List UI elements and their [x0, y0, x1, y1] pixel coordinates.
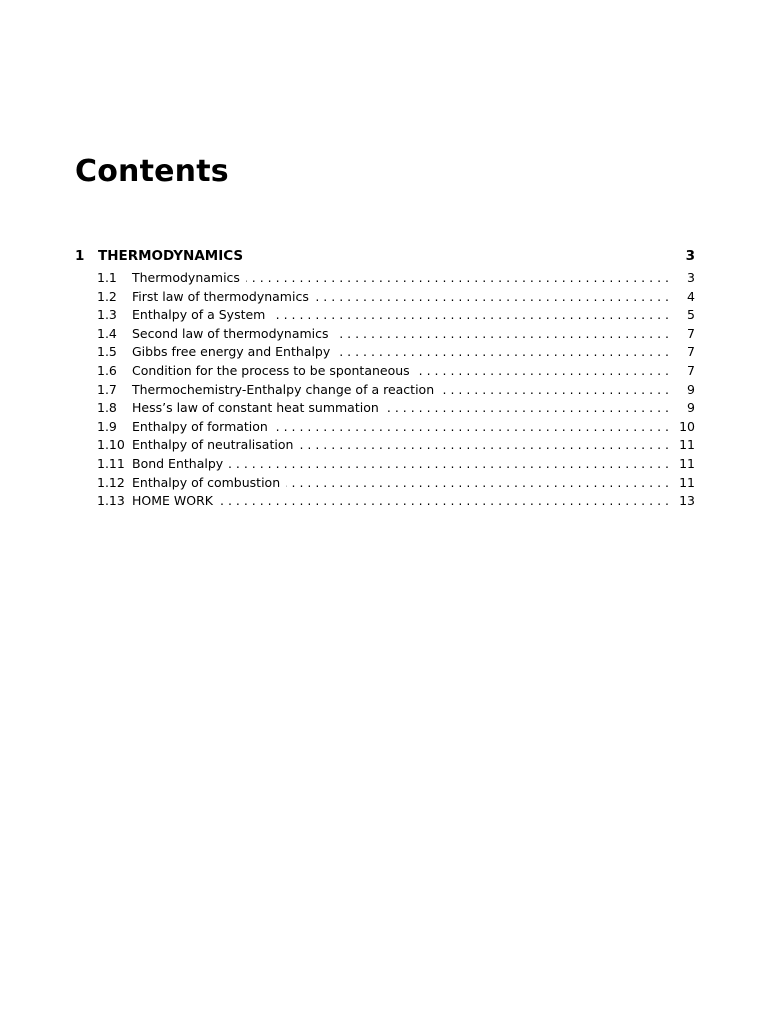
dot-leader [286, 474, 669, 493]
section-page-number: 10 [679, 418, 695, 434]
section-number: 1.5 [97, 344, 117, 360]
section-number: 1.6 [97, 362, 117, 378]
dot-leader [274, 418, 669, 437]
section-title: Second law of thermodynamics [132, 325, 329, 341]
chapter-number: 1 [75, 248, 85, 264]
section-page-number: 9 [687, 381, 695, 397]
toc-section-row[interactable] [97, 474, 695, 493]
section-title: Enthalpy of neutralisation [132, 437, 294, 453]
toc-section-row[interactable] [97, 362, 695, 381]
section-title: Condition for the process to be spontaneous [132, 362, 410, 378]
table-of-contents [75, 248, 695, 511]
toc-section-row[interactable] [97, 455, 695, 474]
section-number: 1.3 [97, 307, 117, 323]
section-title: Thermochemistry-Enthalpy change of a reaction [132, 381, 435, 397]
section-number: 1.12 [97, 474, 125, 490]
section-title: Hess’s law of constant heat summation [132, 400, 379, 416]
dot-leader [299, 436, 669, 455]
section-number: 1.2 [97, 288, 117, 304]
section-title: Enthalpy of formation [132, 418, 268, 434]
dot-leader [229, 455, 669, 474]
toc-section-row[interactable] [97, 418, 695, 437]
dot-leader [335, 325, 669, 344]
toc-section-row[interactable] [97, 306, 695, 325]
toc-section-row[interactable] [97, 343, 695, 362]
toc-section-row[interactable] [97, 381, 695, 400]
dot-leader [246, 269, 669, 288]
section-page-number: 13 [679, 493, 695, 509]
section-number: 1.7 [97, 381, 117, 397]
section-page-number: 7 [687, 344, 695, 360]
toc-section-row[interactable] [97, 399, 695, 418]
toc-chapter-row[interactable] [75, 248, 695, 268]
section-page-number: 3 [687, 270, 695, 285]
chapter-page-number: 3 [685, 248, 695, 264]
section-number: 1.4 [97, 325, 117, 341]
section-number: 1.11 [97, 455, 125, 471]
toc-section-row[interactable] [97, 288, 695, 307]
section-page-number: 11 [679, 455, 695, 471]
section-title: Enthalpy of a System [132, 307, 266, 323]
toc-section-row[interactable] [97, 325, 695, 344]
section-title: Thermodynamics [132, 270, 240, 285]
section-page-number: 7 [687, 362, 695, 378]
section-title: Enthalpy of combustion [132, 474, 281, 490]
section-number: 1.9 [97, 418, 117, 434]
toc-section-row[interactable] [97, 492, 695, 511]
dot-leader [271, 306, 669, 325]
page-title: Contents [75, 154, 229, 189]
dot-leader [315, 288, 669, 307]
section-number: 1.8 [97, 400, 117, 416]
toc-section-list [75, 269, 695, 511]
section-number: 1.13 [97, 493, 125, 509]
chapter-title: THERMODYNAMICS [98, 248, 244, 264]
section-title: Gibbs free energy and Enthalpy [132, 344, 331, 360]
toc-section-row[interactable] [97, 436, 695, 455]
dot-leader [336, 343, 669, 362]
section-page-number: 11 [679, 474, 695, 490]
section-page-number: 4 [687, 288, 695, 304]
section-title: First law of thermodynamics [132, 288, 309, 304]
section-number: 1.1 [97, 270, 117, 285]
dot-leader [440, 381, 669, 400]
dot-leader [385, 399, 669, 418]
section-page-number: 11 [679, 437, 695, 453]
dot-leader [219, 492, 669, 511]
section-title: Bond Enthalpy [132, 455, 224, 471]
section-page-number: 9 [687, 400, 695, 416]
section-number: 1.10 [97, 437, 125, 453]
section-page-number: 7 [687, 325, 695, 341]
dot-leader [416, 362, 669, 381]
section-title: HOME WORK [132, 493, 213, 509]
section-page-number: 5 [687, 307, 695, 323]
toc-section-row[interactable] [97, 269, 695, 288]
